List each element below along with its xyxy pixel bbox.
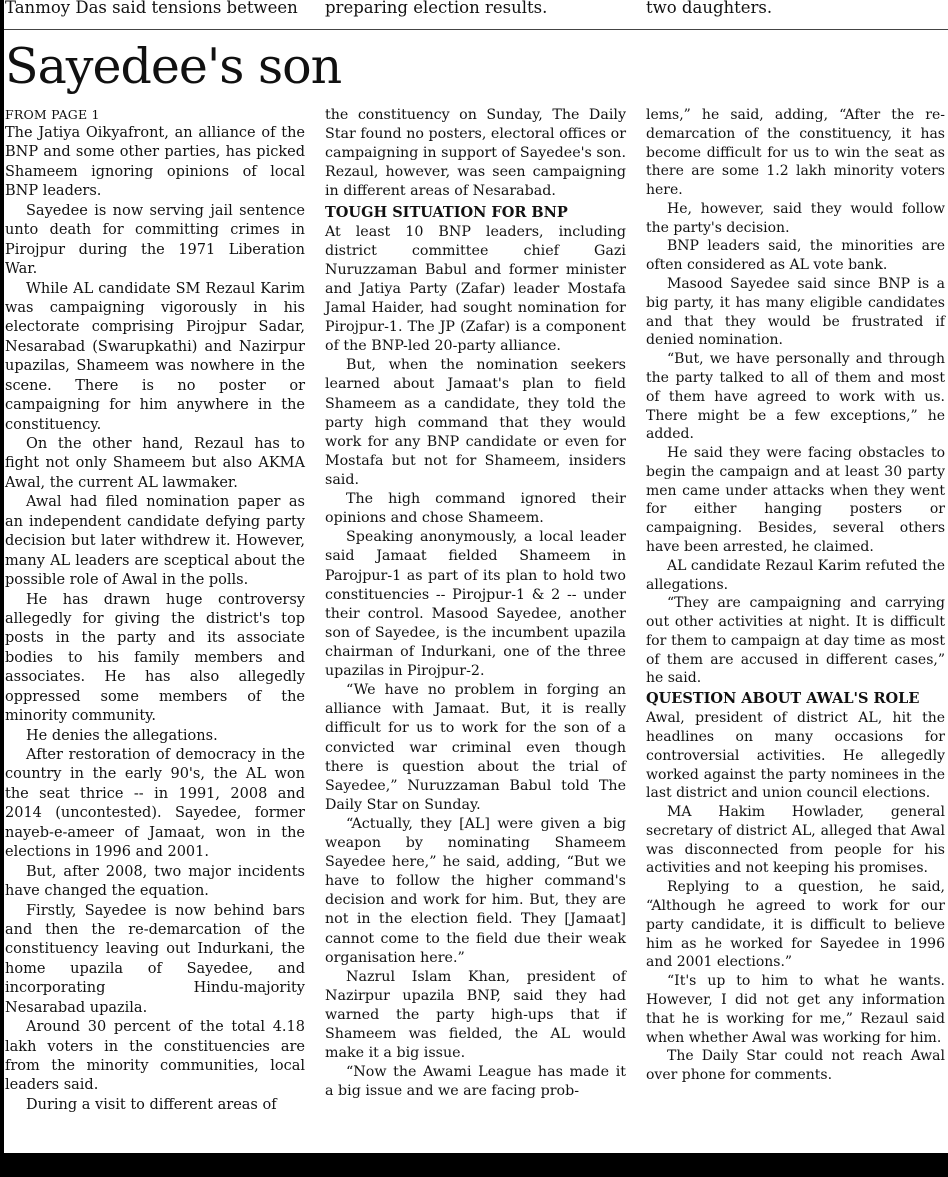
paragraph: “But, we have personally and through the party talked to all of them and most of them have agreed to work with us. There might be a few exceptions,” he added. [646,351,945,443]
headline: Sayedee's son [5,38,342,95]
paragraph: But, after 2008, two major incidents have changed the equation. [5,863,305,900]
paragraph: Sayedee is now serving jail sentence unto death for committing crimes in Pirojpur during the 1971 Liberation War. [5,202,305,278]
paragraph: During a visit to different areas of [26,1096,277,1113]
newspaper-clipping [4,0,948,1153]
paragraph: MA Hakim Howlader, general secretary of district AL, alleged that Awal was disconnected from people for his activities and not keeping his promises. [646,804,945,877]
paragraph: lems,” he said, adding, “After the re-demarcation of the constituency, it has become difficult for us to win the seat as there are some 1.2 lakh minority voters here. [646,107,945,199]
paragraph: the constituency on Sunday, The Daily Star found no posters, electoral offices or campaigning in support of Sayedee's son. Rezaul, however, was seen campaigning in different areas of Nesarabad. [325,107,626,200]
subhead: TOUGH SITUATION FOR BNP [325,203,568,221]
subhead: QUESTION ABOUT AWAL'S ROLE [646,690,920,708]
paragraph: BNP leaders said, the minorities are often considered as AL vote bank. [646,238,945,274]
paragraph: The high command ignored their opinions and chose Shameem. [325,491,626,527]
paragraph: Nazrul Islam Khan, president of Nazirpur upazila BNP, said they had warned the party high-ups that if Shameem was fielded, the AL would make it a big issue. [325,968,626,1062]
paragraph: He has drawn huge controversy allegedly for giving the district's top posts in the party and its associate bodies to his family members and associates. He has also allegedly oppressed some members of the minority community. [5,591,305,725]
paragraph: At least 10 BNP leaders, including district committee chief Gazi Nuruzzaman Babul and former minister and Jatiya Party (Zafar) leader Mostafa Jamal Haider, had sought nomination for Pirojpur-1. The JP (Zafar) is a component of the BNP-led 20-party alliance. [325,223,626,355]
top-snippet-middle: preparing election results. [325,0,548,17]
paragraph: But, when the nomination seekers learned about Jamaat's plan to field Shameem as a candidate, they told the party high command that they would work for any BNP candidate or even for Mostafa but not for Shameem, insiders said. [325,357,626,488]
top-snippet-right: two daughters. [646,0,773,17]
paragraph: He said they were facing obstacles to begin the campaign and at least 30 party men came under attacks when they went for either hanging posters or campaigning. Besides, several others have been arrested, he claimed. [646,445,945,555]
top-divider [4,29,948,30]
paragraph: “Actually, they [AL] were given a big weapon by nominating Shameem Sayedee here,” he said, adding, “But we have to follow the higher command's decision and work for him. But, they are not in the election field. They [Jamaat] cannot come to the field due their weak organisation here.” [325,815,626,966]
paragraph: On the other hand, Rezaul has to fight not only Shameem but also AKMA Awal, the current AL lawmaker. [5,436,305,491]
paragraph: Awal, president of district AL, hit the headlines on many occasions for controversial activities. He allegedly worked against the party nominees in the last district and union council elections. [646,710,945,802]
paragraph: “Now the Awami League has made it a big issue and we are facing prob- [325,1064,626,1100]
article-column-1 [5,106,305,1115]
paragraph: “They are campaigning and carrying out other activities at night. It is difficult for them to campaign at day time as most of them are accused in different cases,” he said. [646,595,945,687]
paragraph: He denies the allegations. [26,727,218,744]
article-column-2 [325,106,626,1102]
paragraph: While AL candidate SM Rezaul Karim was campaigning vigorously in his electorate comprising Pirojpur Sadar, Nesarabad (Swarupkathi) and Nazirpur upazilas, Shameem was nowhere in the scene. There is no poster or campaigning for him anywhere in the constituency. [5,280,305,433]
article-column-3 [646,106,945,1085]
paragraph: After restoration of democracy in the country in the early 90's, the AL won the seat thrice -- in 1991, 2008 and 2014 (uncontested). Sayedee, former nayeb-e-ameer of Jamaat, won in the elections in 1996 and 2001. [5,747,305,861]
paragraph: Firstly, Sayedee is now behind bars and then the re-demarcation of the constituency leaving out Indurkani, the home upazila of Sayedee, and incorporating Hindu-majority Nesarabad upazila. [5,902,305,1016]
paragraph: He, however, said they would follow the party's decision. [646,200,945,236]
paragraph: Around 30 percent of the total 4.18 lakh voters in the constituencies are from the minority communities, local leaders said. [5,1019,305,1094]
paragraph: Masood Sayedee said since BNP is a big party, it has many eligible candidates and that they would be frustrated if denied nomination. [646,276,945,349]
kicker: FROM PAGE 1 [5,107,100,122]
paragraph: The Jatiya Oikyafront, an alliance of the BNP and some other parties, has picked Shameem ignoring opinions of local BNP leaders. [5,125,305,200]
top-snippet-left: Tanmoy Das said tensions between [5,0,298,17]
paragraph: AL candidate Rezaul Karim refuted the allegations. [646,557,945,593]
paragraph: Replying to a question, he said, “Although he agreed to work for our party candidate, it is difficult to believe him as he worked for Sayedee in 1996 and 2001 elections.” [646,879,945,971]
paragraph: Awal had filed nomination paper as an independent candidate defying party decision but later withdrew it. However, many AL leaders are sceptical about the possible role of Awal in the polls. [5,494,305,589]
paragraph: The Daily Star could not reach Awal over phone for comments. [646,1048,945,1084]
paragraph: Speaking anonymously, a local leader said Jamaat fielded Shameem in Parojpur-1 as part of its plan to hold two constituencies -- Pirojpur-1 & 2 -- under their control. Masood Sayedee, another son of Sayedee, is the incumbent upazila chairman of Indurkani, one of the three upazilas in Pirojpur-2. [325,529,626,680]
paragraph: “It's up to him to what he wants. However, I did not get any information that he is working for me,” Rezaul said when whether Awal was working for him. [646,973,945,1046]
paragraph: “We have no problem in forging an alliance with Jamaat. But, it is really difficult for us to work for the son of a convicted war criminal even though there is question about the trial of Sayedee,” Nuruzzaman Babul told The Daily Star on Sunday. [325,682,626,813]
